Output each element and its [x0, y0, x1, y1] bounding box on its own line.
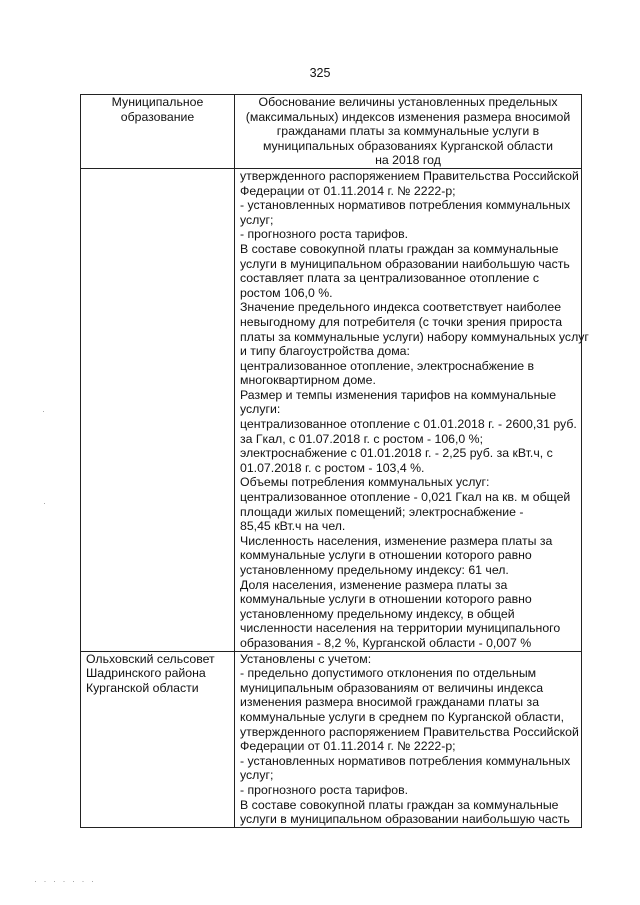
text-line: В составе совокупной платы граждан за коммунальные: [240, 797, 559, 812]
text-line: Доля населения, изменение размера платы за: [240, 577, 508, 592]
text-line: и типу благоустройства дома:: [240, 344, 410, 359]
text-line: невыгодному для потребителя (с точки зрения прироста: [240, 314, 563, 329]
scan-artifact: · · · · · · ·: [34, 876, 96, 886]
text-line: образования - 8,2 %, Курганской области - 0,007 %: [240, 635, 532, 650]
text-line: Значение предельного индекса соответствует наиболее: [240, 300, 562, 315]
text-line: утвержденного распоряжением Правительства Российской: [240, 168, 579, 183]
text-line: численности населения на территории муниципального: [240, 621, 561, 636]
text-line: изменения размера вносимой гражданами платы за: [240, 695, 540, 710]
text-line: муниципальным образованиям от величины индекса: [240, 680, 544, 695]
table-row: [81, 651, 582, 827]
text-line: централизованное отопление - 0,021 Гкал на кв. м общей: [240, 490, 571, 505]
table-header-row: [81, 95, 582, 169]
text-line: услуги в муниципальном образовании наибольшую часть: [240, 256, 570, 271]
header-municipality: [81, 95, 235, 169]
text-line: коммунальные услуги в отношении которого равно: [240, 548, 532, 563]
text-line: коммунальные услуги в отношении которого равно: [240, 592, 532, 607]
header-justification: [235, 95, 582, 169]
text-line: площади жилых помещений; электроснабжение -: [240, 504, 524, 519]
scan-artifact: ·: [42, 406, 47, 416]
text-line: платы за коммунальные услуги) набору коммунальных услуг: [240, 329, 589, 344]
text-line: - прогнозного роста тарифов.: [240, 782, 409, 797]
municipality-line: Ольховский сельсовет: [86, 651, 215, 666]
header-line: (максимальных) индексов изменения размера вносимой: [245, 109, 571, 124]
text-line: централизованное отопление, электроснабжение в: [240, 358, 535, 373]
text-line: 85,45 кВт.ч на чел.: [240, 519, 346, 534]
text-line: Установлены с учетом:: [240, 651, 372, 666]
municipality-line: Шадринского района: [86, 666, 206, 681]
table-row: [81, 168, 582, 651]
municipality-cell: [81, 168, 235, 651]
text-line: В составе совокупной платы граждан за коммунальные: [240, 241, 559, 256]
text-line: Федерации от 01.11.2014 г. № 2222-р;: [240, 739, 456, 754]
justification-cell: [235, 651, 582, 827]
text-line: утвержденного распоряжением Правительства Российской: [240, 724, 579, 739]
text-line: коммунальные услуги в среднем по Курганской области,: [240, 709, 565, 724]
text-line: - установленных нормативов потребления коммунальных: [240, 753, 571, 768]
municipality-cell: [81, 651, 235, 827]
header-line: образование: [120, 109, 195, 124]
text-line: услуги в муниципальном образовании наибольшую часть: [240, 812, 570, 827]
text-line: услуг;: [240, 212, 274, 227]
text-line: - прогнозного роста тарифов.: [240, 227, 409, 242]
text-line: многоквартирном доме.: [240, 373, 376, 388]
header-line: гражданами платы за коммунальные услуги в: [276, 124, 540, 139]
text-line: установленному предельному индексу: 61 чел.: [240, 563, 509, 577]
text-line: электроснабжение с 01.01.2018 г. - 2,25 руб. за кВт.ч, с: [240, 446, 553, 461]
text-line: централизованное отопление с 01.01.2018 г. - 2600,31 руб.: [240, 417, 577, 432]
text-line: услуг;: [240, 768, 274, 783]
header-line: на 2018 год: [375, 153, 441, 168]
text-line: Размер и темпы изменения тарифов на коммунальные: [240, 387, 557, 402]
municipality-line: Курганской области: [86, 680, 199, 695]
text-line: за Гкал, с 01.07.2018 г. с ростом - 106,0 %;: [240, 431, 484, 446]
text-line: установленному предельному индексу, в общей: [240, 606, 515, 621]
text-line: Объемы потребления коммунальных услуг:: [240, 475, 490, 490]
scan-artifact: ·: [43, 498, 48, 508]
text-line: услуги:: [240, 402, 281, 417]
text-line: - установленных нормативов потребления коммунальных: [240, 198, 571, 213]
text-line: составляет плата за централизованное отопление с: [240, 271, 539, 286]
text-line: Численность населения, изменение размера платы за: [240, 533, 553, 548]
text-line: 01.07.2018 г. с ростом - 103,4 %.: [240, 460, 425, 475]
text-line: Федерации от 01.11.2014 г. № 2222-р;: [240, 183, 456, 198]
text-line: ростом 106,0 %.: [240, 285, 333, 300]
header-line: Обоснование величины установленных предельных: [258, 95, 558, 109]
text-line: - предельно допустимого отклонения по отдельным: [240, 666, 537, 681]
header-line: муниципальных образованиях Курганской области: [262, 138, 554, 153]
justification-table: [80, 94, 589, 828]
justification-cell: [235, 168, 589, 651]
header-line: Муниципальное: [111, 95, 204, 109]
page-number: 325: [309, 66, 331, 80]
